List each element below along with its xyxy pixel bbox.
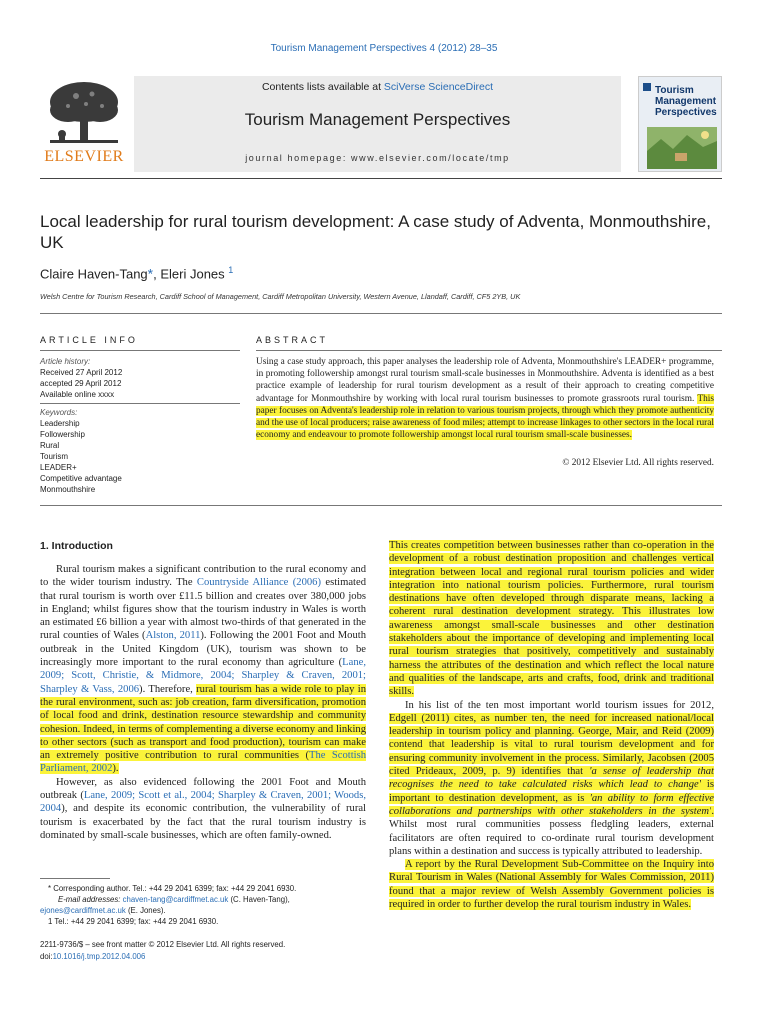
text-run: ), and despite its economic contribution, the vulnerability of rural tourism is exacerbated by the fact that the rural tourism industry is dominated by small-scale businesses, which are often family-owned. [40,803,366,841]
email-link[interactable]: chaven-tang@cardiffmet.ac.uk [122,895,229,904]
article-info [40,356,240,495]
text-run: estimated that rural tourism is worth over £11.5 billion and creates over 380,000 jobs in England; whilst figures show that the tourism industry in Wales is worth an estimated £6 billion a year with almost two-thirds of that generated in the rural counties of Wales ( [40,577,366,642]
highlighted-text: A report by the Rural Development Sub-Committee on the Inquiry into Rural Tourism in Wales (National Assembly for Wales Commission, 2011) found that a major review of Welsh Assembly Government policies is required in order to further develop the rural tourism industry in Wales. [389,859,714,911]
homepage-label: journal homepage: [245,153,352,163]
right-column [389,539,714,911]
doi-line [40,951,285,963]
keyword: Monmouthshire [40,485,96,494]
highlighted-text: ). [112,763,119,775]
article-info-heading: ARTICLE INFO [40,335,138,345]
article-title: Local leadership for rural tourism development: A case study of Adventa, Monmouthshire, UK [40,212,711,252]
info-divider [40,403,240,404]
email-footnote [40,905,370,916]
text-run: In his list of the ten most important world tourism issues for 2012, [405,699,714,711]
footnote-1: 1 Tel.: +44 29 2041 6399; fax: +44 29 2041 6930. [48,917,219,926]
issn-line: 2211-9736/$ – see front matter © 2012 Elsevier Ltd. All rights reserved. [40,940,286,949]
doi-label: doi: [40,952,53,961]
corresponding-footnote: * Corresponding author. Tel.: +44 29 2041 6399; fax: +44 29 2041 6930. [48,884,297,893]
sciencedirect-link[interactable]: SciVerse ScienceDirect [383,81,494,93]
author-name: Claire Haven-Tang [40,266,148,282]
elsevier-logo[interactable] [40,76,128,168]
text-run: However, as also evidenced following the 2001 Foot and Mouth outbreak ( [40,776,366,802]
journal-header [40,76,722,172]
author-list [40,265,233,281]
contents-prefix: Contents lists available at [261,81,384,93]
highlighted-text: Edgell (2011) cites, as number ten, the need for increased national/local leadership in tourism policy and planning. George, Mair, and Reid (2009) contend that leadership is vital to rural tourism development and for ensuring community involvement in the process. Similarly, Jacobsen (2005 cited Prideaux, 2009, p. 9) identifies that [389,712,714,778]
header-rule [40,178,722,179]
paragraph [389,539,714,699]
email-owner: (E. Jones). [125,906,166,915]
highlighted-quote: 'an ability to form effective collaborations and partnerships with other stakeholders in the system' [389,792,714,817]
highlighted-text: . [711,805,714,817]
highlighted-quote: 'a sense of leadership that recognises the need to take calculated risks which lead to change' [389,766,714,791]
citation-link[interactable]: Lane, 2009; Scott, Christie, & Midmore, 2004; Sharpley & Craven, 2001; Sharpley & Vass, 2006 [40,657,366,695]
history-item: Received 27 April 2012 [40,368,123,377]
highlighted-text: This creates competition between businesses rather than co-operation in the development of a robust destination proposition and challenges vertical integration between local and regional rural tourism policies and wider integration into national tourism policies. Furthermore, rural tourism destinations have often developed through disparate means, lacking a coherent rural destination development strategy. This illustrates low awareness amongst small-scale businesses and other destination stakeholders about the importance of developing and implementing local rural tourism strategies that positively, competitively and sustainably harness the attributes of the destination and which reflect the local nature and qualities of the landscape, arts and crafts, food, drink and traditional skills. [389,540,714,698]
article-info-rule [40,350,240,351]
highlighted-text: is important to destination development, as is [389,779,714,804]
email-owner: (C. Haven-Tang), [228,895,290,904]
homepage-url[interactable]: www.elsevier.com/locate/tmp [351,153,510,163]
journal-citation[interactable]: Tourism Management Perspectives 4 (2012) 28–35 [270,43,498,54]
text-run: ). Therefore, [139,683,197,695]
keyword: Competitive advantage [40,474,122,483]
history-item: Available online xxxx [40,390,115,399]
paragraph [389,699,714,859]
keywords-label: Keywords: [40,408,78,417]
journal-title: Tourism Management Perspectives [244,110,511,129]
citation-link[interactable]: The Scottish Parliament, 2002 [40,750,366,775]
abstract-heading: ABSTRACT [256,335,329,345]
doi-link[interactable]: 10.1016/j.tmp.2012.04.006 [52,952,146,961]
citation-link[interactable]: Lane, 2009; Scott et al., 2004; Sharpley & Craven, 2001; Woods, 2004 [40,790,366,815]
history-label: Article history: [40,357,91,366]
abstract-copyright: © 2012 Elsevier Ltd. All rights reserved. [562,458,714,468]
abstract-body: Using a case study approach, this paper analyses the leadership role of Adventa, Monmouthshire's LEADER+ programme, in promoting followership amongst rural tourism small-scale businesses in Monmouthshire. Adventa is identified as a best practice example of leadership for rural tourism development as a result of their approach to creating competitive advantage for Monmouthshire by working with local rural tourism businesses to promote grassroots rural tourism. [256,357,714,404]
left-column [40,563,366,842]
email-link[interactable]: ejones@cardiffmet.ac.uk [40,906,126,915]
email-label: E-mail addresses: [58,895,123,904]
citation-link[interactable]: Alston, 2011 [145,630,201,642]
text-run: ). Following the 2001 Foot and Mouth outbreak in the United Kingdom (UK), tourism was shown to be increasingly more important to the rural economy than agriculture ( [40,630,366,669]
contents-line [134,81,621,93]
cover-mark-icon [643,83,651,91]
author-name: , Eleri Jones [153,266,229,282]
abstract-highlight: This paper focuses on Adventa's leadership role in relation to various tourism projects, through which they promote authenticity and the use of local producers; raise awareness of food miles; attempt to increase linkages to other sectors in the local rural economy and endeavour to promote followership amongst local rural tourism small-scale businesses. [256,393,714,441]
journal-masthead [134,76,621,172]
text-run: Rural tourism makes a significant contribution to the rural economy and to the wider tourism industry. The [40,564,366,589]
cover-title: Tourism Management Perspectives [655,85,717,118]
title-rule [40,313,722,314]
email-footnote [40,894,370,905]
history-item: accepted 29 April 2012 [40,379,122,388]
footnotes [40,883,370,927]
paragraph [40,776,366,842]
citation-link[interactable]: Countryside Alliance (2006) [196,577,322,589]
abstract-text [256,356,714,441]
issn-block [40,939,285,963]
author-affiliation: Welsh Centre for Tourism Research, Cardiff School of Management, Cardiff Metropolitan University, Western Avenue, Llandaff, Cardiff, CF5 2YB, UK [40,292,521,301]
footnote-mark[interactable]: 1 [228,265,234,275]
highlighted-text: rural tourism has a wide role to play in the rural environment, such as: job creation, farm diversification, promotion of local food and drink, destination resource stewardship and community cohesion. Indeed, in terms of complementing a diverse economy and linking to other sectors (such as transport and food production), tourism can make an extremely positive contribution to rural communities ( [40,683,366,762]
section-heading: 1. Introduction [40,540,113,552]
paragraph [389,858,714,911]
journal-homepage [134,153,621,163]
corresponding-author-mark[interactable]: * [147,265,154,282]
journal-cover-image[interactable] [638,76,722,172]
cover-landscape-icon [647,127,717,169]
text-run: Whilst most rural communities possess fledgling leaders, external facilitators are often required to co-ordinate rural tourism development plans within a destination and success is typically attributed to leadership. [389,819,714,857]
abstract-rule [256,350,722,351]
keyword: Rural [40,441,60,450]
keyword: Tourism [40,452,69,461]
paragraph [40,563,366,776]
elsevier-wordmark: ELSEVIER [44,148,124,165]
abstract-bottom-rule [40,505,722,506]
keyword: LEADER+ [40,463,77,472]
keyword: Followership [40,430,85,439]
keyword: Leadership [40,419,80,428]
footnote-rule [40,878,110,879]
